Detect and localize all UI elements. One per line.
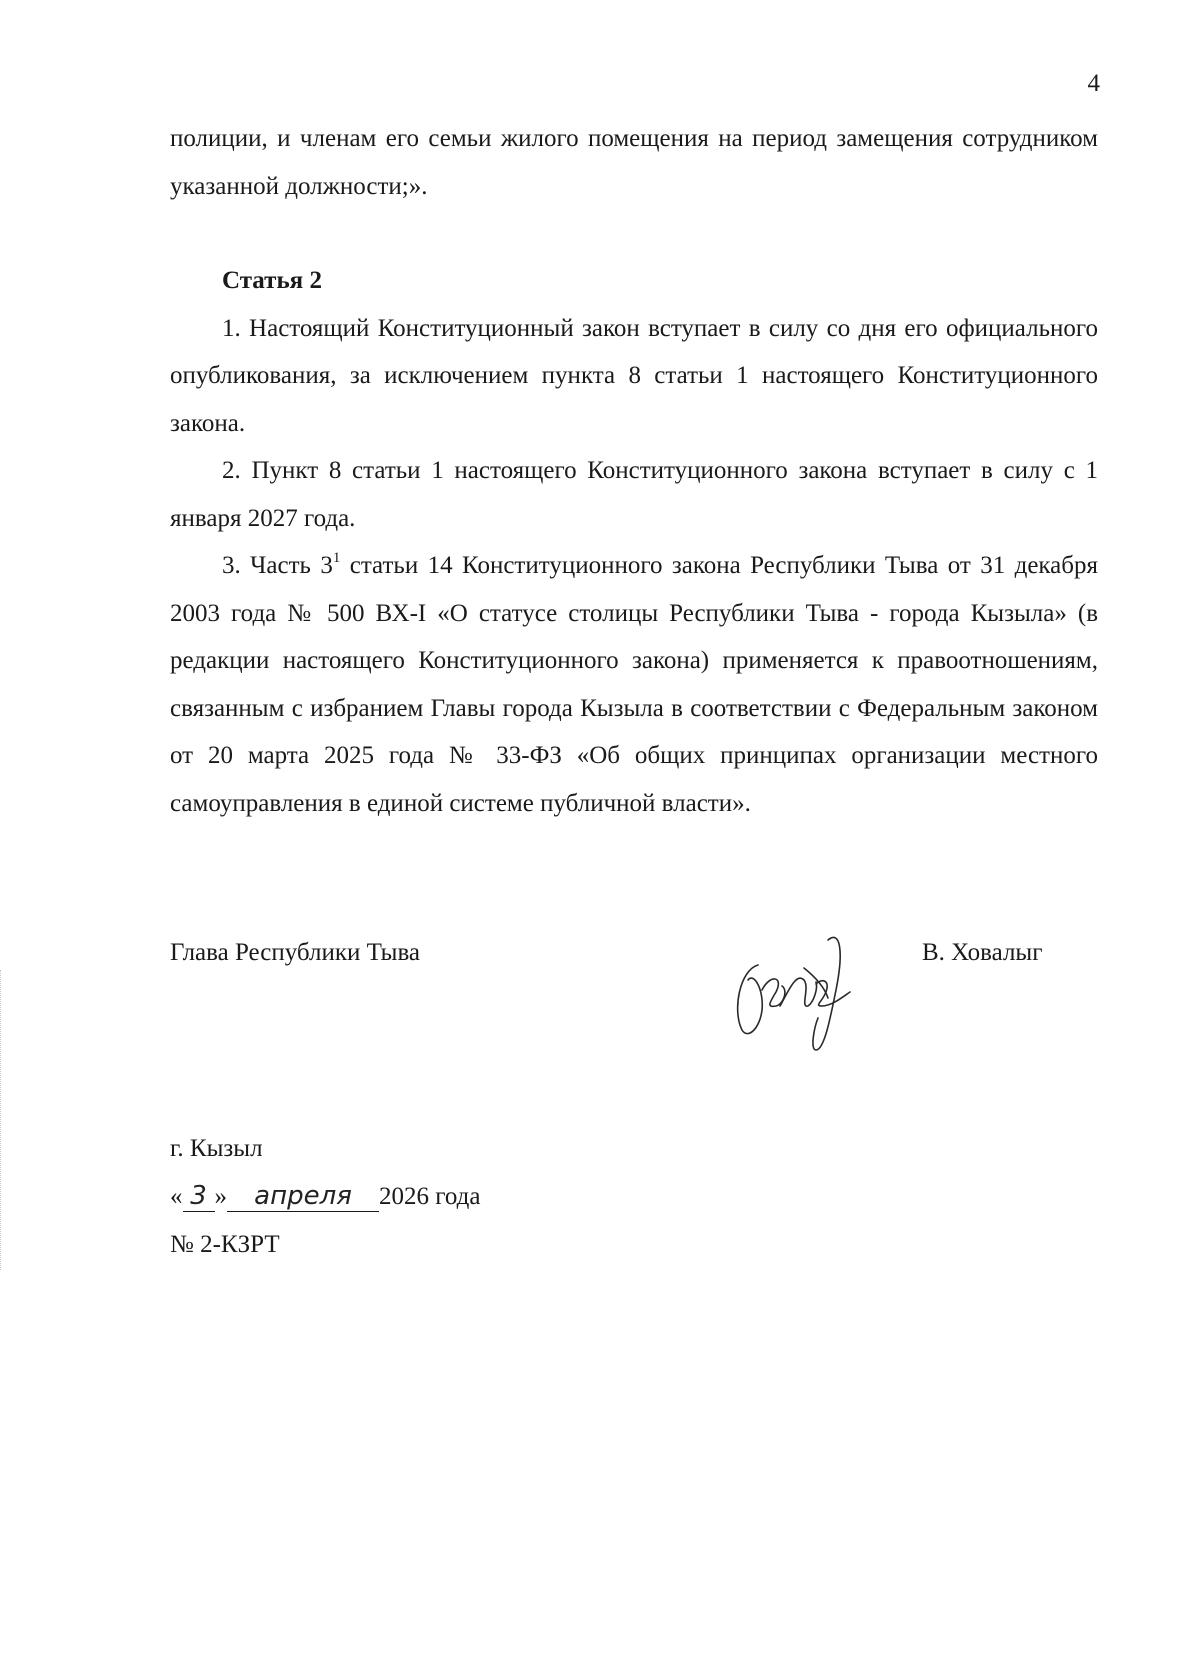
date-open-quote: « — [170, 1183, 183, 1210]
paragraph-3-start: 3. Часть 3 — [222, 552, 333, 579]
document-body — [170, 115, 1098, 827]
scan-edge-marks — [0, 970, 4, 1270]
date-line — [170, 1173, 480, 1221]
article-title: Статья 2 — [222, 267, 322, 294]
date-day: 3 — [183, 1181, 215, 1212]
date-close-quote: » — [214, 1183, 227, 1210]
document-number: № 2-КЗРТ — [170, 1231, 280, 1258]
handwritten-signature — [718, 910, 868, 1060]
signature-block — [170, 920, 1070, 1080]
paragraph-3-rest: статьи 14 Конституционного закона Республики Тыва от 31 декабря 2003 года № 500 ВХ-I «О статусе столицы Республики Тыва - города Кызыла» (в редакции настоящего Конституционного закона) применяется к правоотношениям, связанным с избранием Главы города Кызыла в соответствии с Федеральным законом от 20 марта 2025 года № 33-ФЗ «Об общих принципах организации местного самоуправления в единой системе публичной власти». — [170, 552, 1098, 817]
article-paragraph-3 — [170, 542, 1098, 827]
superscript-index: 1 — [332, 550, 341, 566]
page-number: 4 — [1087, 70, 1100, 97]
date-month: апреля — [227, 1181, 379, 1212]
signatory-name: В. Ховалыг — [922, 939, 1043, 966]
continuation-paragraph: полиции, и членам его семьи жилого помещения на период замещения сотрудником указанной должности;». — [170, 125, 1098, 200]
city-line: г. Кызыл — [170, 1135, 263, 1162]
signatory-title: Глава Республики Тыва — [170, 939, 421, 966]
article-paragraph-2: 2. Пункт 8 статьи 1 настоящего Конституционного закона вступает в силу с 1 января 2027 года. — [170, 457, 1098, 532]
article-paragraph-1: 1. Настоящий Конституционный закон вступает в силу со дня его официального опубликования, за исключением пункта 8 статьи 1 настоящего Конституционного закона. — [170, 314, 1098, 437]
document-footer — [170, 1125, 480, 1269]
date-year: 2026 года — [379, 1183, 481, 1210]
